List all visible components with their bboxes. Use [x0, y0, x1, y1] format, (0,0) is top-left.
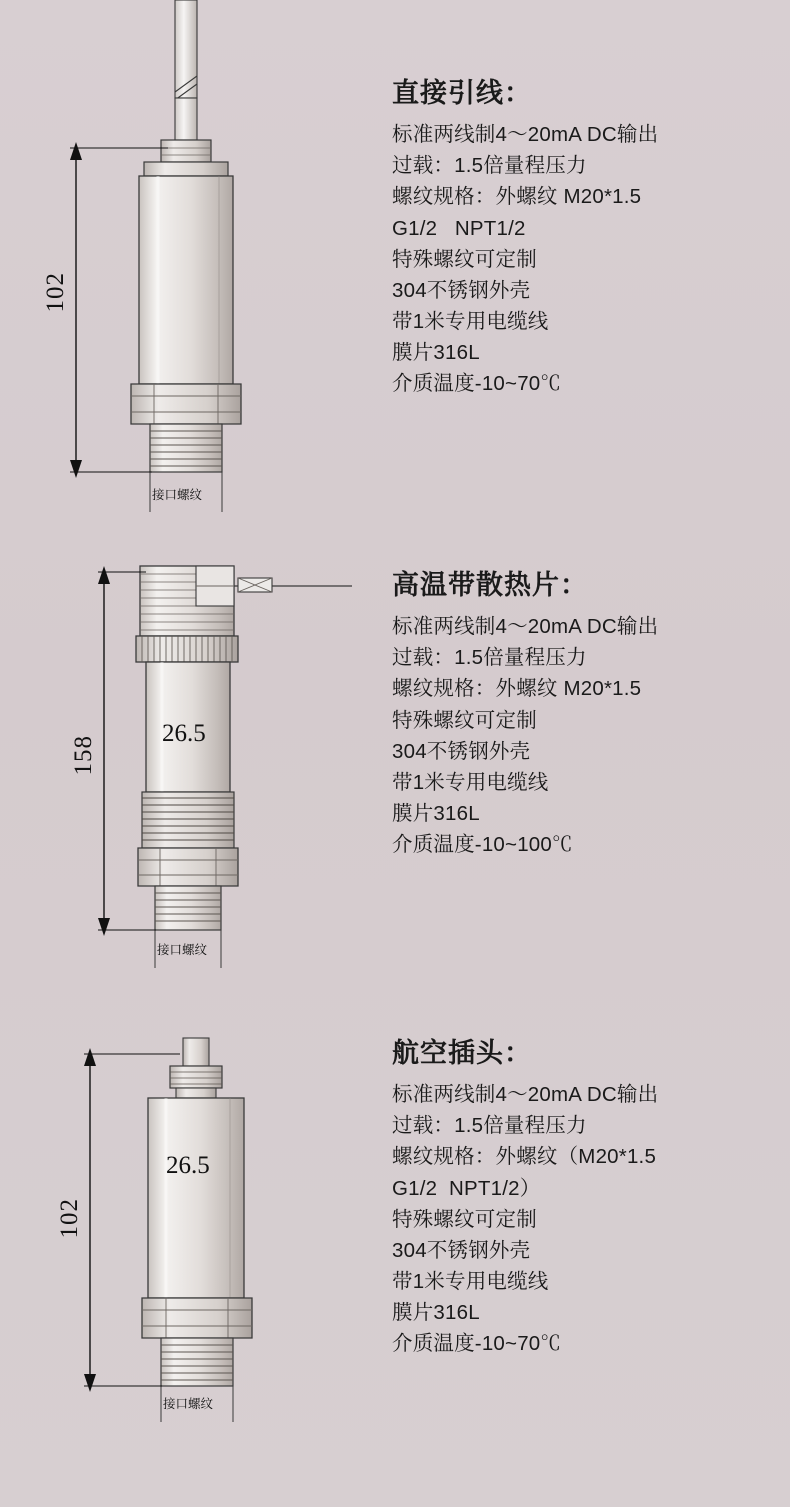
- spec-line: 膜片316L: [392, 1301, 480, 1325]
- product-variant-direct-lead: [0, 0, 790, 520]
- spec-title: 航空插头：: [392, 1038, 532, 1068]
- spec-line: 膜片316L: [392, 801, 480, 825]
- spec-line: 标准两线制4～20mA DC输出: [392, 1083, 659, 1107]
- spec-line: 304不锈钢外壳: [392, 739, 531, 763]
- spec-line: 特殊螺纹可定制: [392, 1207, 537, 1231]
- thread-note-label: 接口螺纹: [163, 1397, 214, 1411]
- spec-line: 过载：1.5倍量程压力: [392, 154, 587, 178]
- drawing-svg-direct-lead: [0, 0, 392, 520]
- spec-line: 螺纹规格：外螺纹 M20*1.5: [392, 185, 642, 209]
- spec-line: 带1米专用电缆线: [392, 1269, 549, 1293]
- spec-line: 特殊螺纹可定制: [392, 708, 537, 732]
- product-variant-aviation-plug: [0, 1010, 790, 1507]
- spec-block-high-temp-fins: [392, 570, 782, 860]
- dimension-label-total-height: 102: [56, 1198, 83, 1239]
- spec-line: 标准两线制4～20mA DC输出: [392, 615, 659, 639]
- spec-title: 高温带散热片：: [392, 570, 588, 600]
- dimension-label-body-diameter: 26.5: [166, 1152, 210, 1179]
- spec-line: G1/2 NPT1/2）: [392, 1176, 541, 1200]
- drawing-svg-high-temp-fins: [0, 520, 392, 1010]
- spec-line: 螺纹规格：外螺纹（M20*1.5: [392, 1145, 657, 1169]
- spec-line: 介质温度-10~100℃: [392, 833, 573, 857]
- dimension-label-body-diameter: 26.5: [162, 720, 206, 747]
- drawing-svg-aviation-plug: [0, 1010, 392, 1507]
- technical-drawing-direct-lead: [0, 0, 392, 520]
- technical-drawing-high-temp-fins: [0, 520, 392, 1010]
- thread-note-label: 接口螺纹: [152, 488, 203, 502]
- spec-line: 过载：1.5倍量程压力: [392, 1114, 587, 1138]
- technical-drawing-aviation-plug: [0, 1010, 392, 1507]
- spec-line: 过载：1.5倍量程压力: [392, 646, 587, 670]
- spec-line: 膜片316L: [392, 341, 480, 365]
- spec-line: 304不锈钢外壳: [392, 278, 531, 302]
- spec-line: 介质温度-10~70℃: [392, 372, 562, 396]
- spec-line: 带1米专用电缆线: [392, 309, 549, 333]
- dimension-label-total-height: 102: [42, 272, 69, 313]
- product-variant-high-temp-fins: [0, 520, 790, 1010]
- spec-line: 特殊螺纹可定制: [392, 247, 537, 271]
- spec-line: 带1米专用电缆线: [392, 770, 549, 794]
- spec-block-direct-lead: [392, 78, 782, 399]
- spec-line: 介质温度-10~70℃: [392, 1332, 562, 1356]
- spec-line: 304不锈钢外壳: [392, 1238, 531, 1262]
- spec-block-aviation-plug: [392, 1038, 782, 1359]
- spec-line: 螺纹规格：外螺纹 M20*1.5: [392, 677, 642, 701]
- dimension-label-total-height: 158: [70, 735, 97, 776]
- spec-line: G1/2 NPT1/2: [392, 216, 526, 240]
- spec-title: 直接引线：: [392, 78, 532, 108]
- thread-note-label: 接口螺纹: [157, 943, 208, 957]
- spec-line: 标准两线制4～20mA DC输出: [392, 123, 659, 147]
